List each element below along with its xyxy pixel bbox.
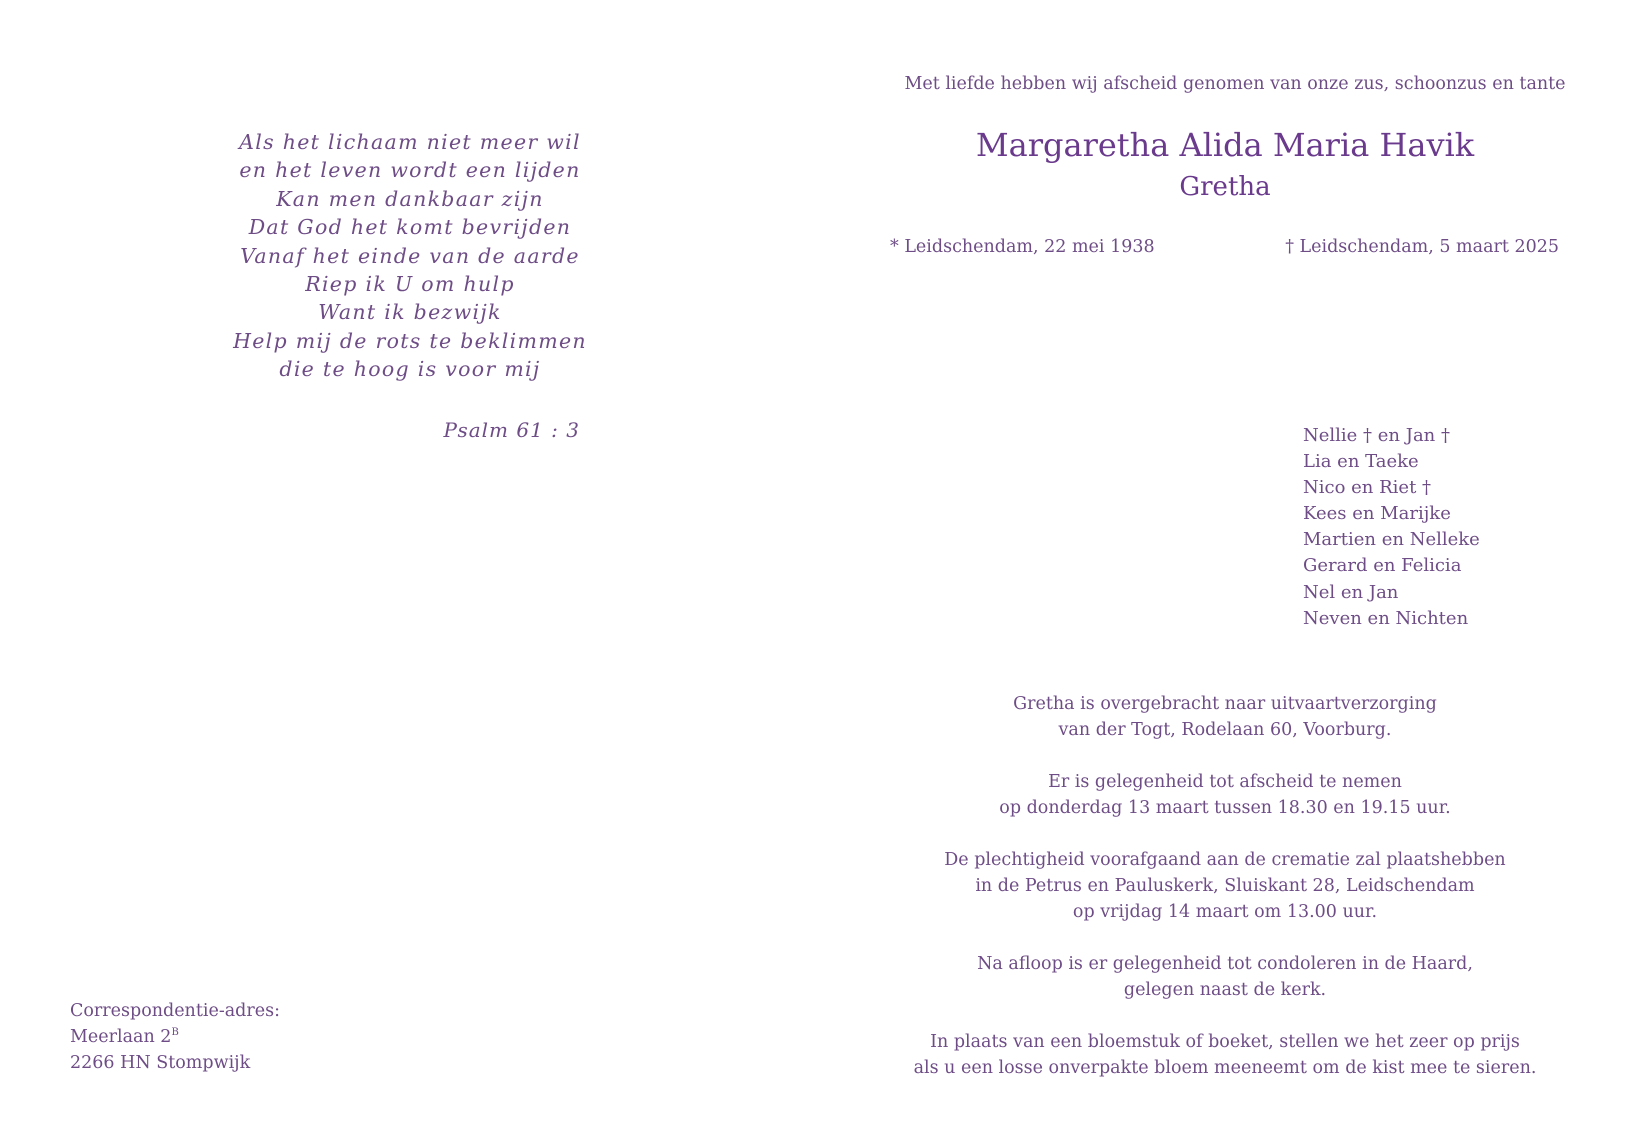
poem-line: die te hoog is voor mij bbox=[279, 357, 541, 382]
poem-line: Riep ik U om hulp bbox=[305, 272, 515, 297]
address-city: 2266 HN Stompwijk bbox=[70, 1053, 251, 1073]
poem-line: en het leven wordt een lijden bbox=[239, 158, 581, 183]
info-paragraph-flowers bbox=[855, 1029, 1595, 1081]
info-line: in de Petrus en Pauluskerk, Sluiskant 28, Leidschendam bbox=[975, 876, 1475, 896]
family-member: Lia en Taeke bbox=[1303, 451, 1419, 473]
family-member: Neven en Nichten bbox=[1303, 607, 1469, 629]
family-member: Nico en Riet † bbox=[1303, 477, 1432, 499]
info-line: op donderdag 13 maart tussen 18.30 en 19.15 uur. bbox=[999, 798, 1451, 818]
family-list bbox=[1303, 423, 1480, 632]
family-member: Martien en Nelleke bbox=[1303, 529, 1480, 551]
address-street: Meerlaan 2 bbox=[70, 1027, 172, 1047]
info-paragraph-condolences bbox=[855, 951, 1595, 1003]
intro-text: Met liefde hebben wij afscheid genomen van onze zus, schoonzus en tante bbox=[904, 74, 1566, 94]
address-street-line bbox=[70, 1024, 280, 1050]
poem bbox=[180, 128, 640, 384]
poem-line: Dat God het komt bevrijden bbox=[248, 215, 572, 240]
address-label: Correspondentie-adres: bbox=[70, 1001, 280, 1021]
family-member: Nellie † en Jan † bbox=[1303, 425, 1450, 446]
poem-line: Help mij de rots te beklimmen bbox=[233, 328, 587, 353]
info-paragraph-ceremony bbox=[855, 847, 1595, 925]
funeral-info bbox=[855, 691, 1595, 1107]
poem-line: Kan men dankbaar zijn bbox=[276, 186, 544, 211]
deceased-name: Margaretha Alida Maria Havik bbox=[975, 126, 1475, 164]
info-line: In plaats van een bloemstuk of boeket, stellen we het zeer op prijs bbox=[930, 1032, 1520, 1052]
info-line: gelegen naast de kerk. bbox=[1123, 980, 1327, 1000]
birth-info: * Leidschendam, 22 mei 1938 bbox=[890, 237, 1155, 257]
deceased-nickname: Gretha bbox=[1179, 172, 1271, 202]
poem-line: Vanaf het einde van de aarde bbox=[240, 243, 580, 268]
death-info: † Leidschendam, 5 maart 2025 bbox=[1285, 237, 1559, 257]
address-street-suffix: B bbox=[171, 1027, 179, 1039]
info-paragraph-farewell bbox=[855, 769, 1595, 821]
info-line: van der Togt, Rodelaan 60, Voorburg. bbox=[1058, 720, 1392, 740]
info-line: Na afloop is er gelegenheid tot condoleren in de Haard, bbox=[977, 954, 1473, 974]
info-line: Er is gelegenheid tot afscheid te nemen bbox=[1048, 772, 1402, 792]
info-line: op vrijdag 14 maart om 13.00 uur. bbox=[1072, 902, 1378, 922]
info-line: Gretha is overgebracht naar uitvaartverzorging bbox=[1013, 694, 1437, 714]
correspondence-address bbox=[70, 998, 280, 1076]
family-member: Gerard en Felicia bbox=[1303, 555, 1462, 577]
family-member: Nel en Jan bbox=[1303, 581, 1399, 603]
right-page bbox=[815, 0, 1629, 1144]
family-member: Kees en Marijke bbox=[1303, 503, 1451, 525]
info-line: als u een losse onverpakte bloem meeneemt om de kist mee te sieren. bbox=[913, 1058, 1537, 1078]
psalm-reference: Psalm 61 : 3 bbox=[443, 418, 580, 442]
info-paragraph-transfer bbox=[855, 691, 1595, 743]
poem-line: Want ik bezwijk bbox=[318, 300, 502, 325]
info-line: De plechtigheid voorafgaand aan de crematie zal plaatshebben bbox=[944, 850, 1506, 870]
poem-line: Als het lichaam niet meer wil bbox=[239, 130, 581, 154]
